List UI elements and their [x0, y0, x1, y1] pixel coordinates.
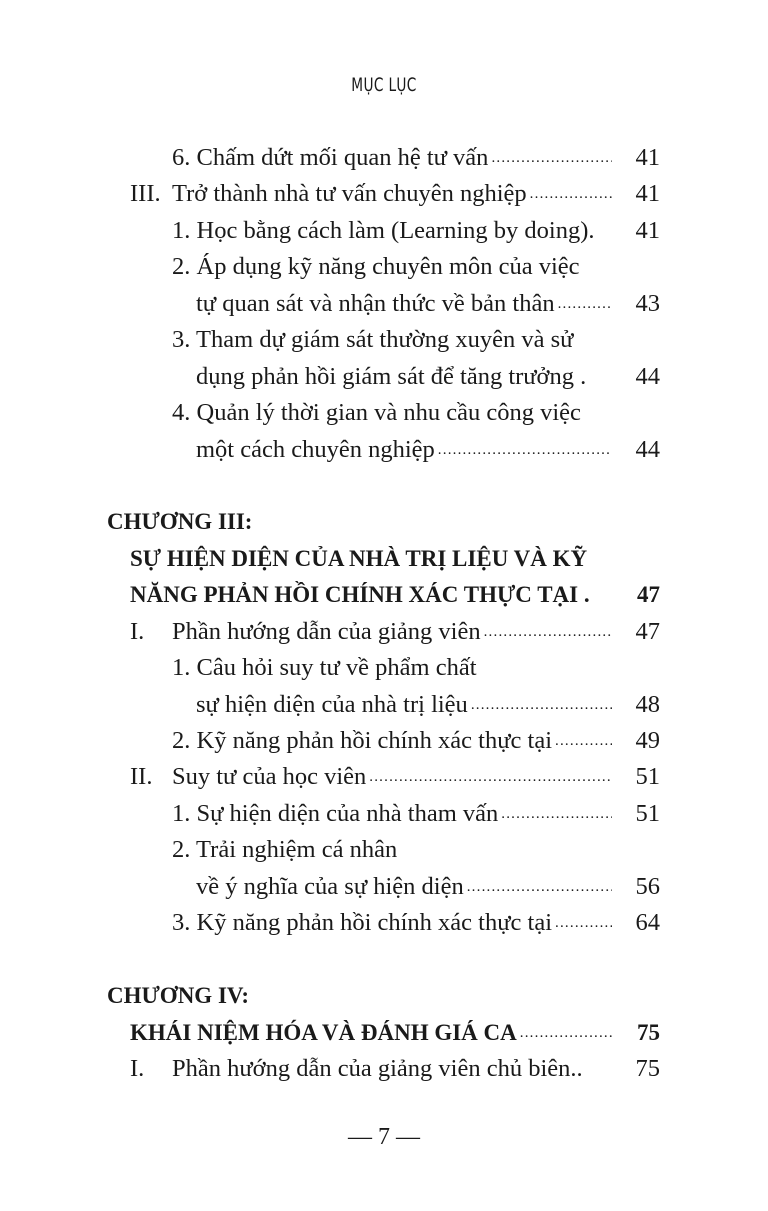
toc-entry-title: Suy tư của học viên — [172, 763, 367, 791]
toc-entry-page: 47 — [637, 582, 660, 608]
toc-entry — [0, 650, 768, 686]
table-of-contents — [0, 140, 768, 1087]
toc-entry — [0, 832, 768, 868]
toc-entry-page: 44 — [635, 362, 660, 390]
toc-entry-body — [172, 759, 612, 795]
dot-leader — [464, 869, 612, 905]
dot-leader — [481, 614, 612, 650]
toc-entry-title: 4. Quản lý thời gian và nhu cầu công việc — [172, 399, 581, 427]
toc-entry — [0, 759, 768, 795]
toc-entry-page: 47 — [635, 617, 660, 645]
toc-entry-title: sự hiện diện của nhà trị liệu — [196, 690, 468, 718]
toc-entry-title: Trở thành nhà tư vấn chuyên nghiệp — [172, 180, 527, 208]
toc-entry-page: 51 — [635, 763, 660, 791]
dot-leader — [468, 687, 612, 723]
dot-leader — [366, 759, 612, 795]
toc-entry — [0, 322, 768, 358]
toc-entry-title: 2. Trải nghiệm cá nhân — [172, 836, 398, 864]
dot-leader — [488, 140, 612, 176]
toc-entry-page: 48 — [635, 690, 660, 718]
toc-entry — [0, 1051, 768, 1087]
toc-entry — [0, 395, 768, 431]
toc-entry-title: về ý nghĩa của sự hiện diện — [196, 872, 464, 900]
toc-entry-title: Phần hướng dẫn của giảng viên — [172, 617, 481, 645]
dot-leader — [498, 796, 612, 832]
toc-entry-body — [196, 359, 612, 395]
toc-entry-body — [172, 650, 612, 686]
toc-entry-page: 41 — [635, 180, 660, 208]
toc-entry-numeral: II. — [130, 763, 153, 791]
toc-entry — [0, 213, 768, 249]
page-number: — 7 — — [348, 1124, 420, 1150]
toc-entry-title: 1. Câu hỏi suy tư về phẩm chất — [172, 654, 477, 682]
toc-entry — [0, 541, 768, 577]
toc-entry — [0, 432, 768, 468]
dot-leader — [555, 286, 612, 322]
toc-entry-body — [172, 322, 612, 358]
toc-entry-page: 51 — [635, 799, 660, 827]
toc-entry-body — [172, 176, 612, 212]
toc-entry-body — [172, 723, 612, 759]
toc-entry-page: 49 — [635, 727, 660, 754]
toc-entry-title: KHÁI NIỆM HÓA VÀ ĐÁNH GIÁ CA — [130, 1019, 517, 1045]
toc-entry-body — [172, 395, 612, 431]
toc-entry — [0, 614, 768, 650]
toc-entry — [0, 978, 768, 1014]
toc-entry-page: 41 — [635, 144, 660, 171]
dot-leader — [552, 723, 612, 759]
toc-entry-body — [172, 614, 612, 650]
toc-entry-body — [130, 1015, 612, 1051]
toc-entry-numeral: III. — [130, 180, 161, 208]
toc-entry-page: 56 — [635, 872, 660, 900]
toc-entry-title: NĂNG PHẢN HỒI CHÍNH XÁC THỰC TẠI . — [130, 582, 590, 608]
toc-entry-body — [107, 504, 612, 540]
toc-entry — [0, 796, 768, 832]
dot-leader — [552, 905, 612, 941]
toc-entry — [0, 359, 768, 395]
page-header-title: MỤC LỤC — [351, 74, 417, 96]
dot-leader — [435, 432, 612, 468]
toc-entry — [0, 140, 768, 176]
toc-entry-title: 3. Tham dự giám sát thường xuyên và sử — [172, 326, 574, 354]
toc-entry-title: dụng phản hồi giám sát để tăng trưởng . — [196, 362, 587, 390]
toc-entry-body — [196, 687, 612, 723]
toc-entry-page: 41 — [635, 216, 660, 244]
toc-entry — [0, 905, 768, 941]
toc-entry — [0, 504, 768, 540]
toc-entry-page: 75 — [637, 1019, 660, 1045]
dot-leader — [517, 1015, 612, 1051]
toc-entry-body — [196, 869, 612, 905]
toc-entry-numeral: I. — [130, 617, 145, 645]
toc-entry — [0, 723, 768, 759]
toc-entry-title: một cách chuyên nghiệp — [196, 435, 435, 463]
toc-entry-body — [107, 978, 612, 1014]
toc-entry-title: 1. Sự hiện diện của nhà tham vấn — [172, 799, 499, 827]
toc-entry-title: CHƯƠNG IV: — [107, 983, 250, 1009]
spacer — [0, 468, 768, 504]
toc-entry-title: SỰ HIỆN DIỆN CỦA NHÀ TRỊ LIỆU VÀ KỸ — [130, 545, 588, 571]
toc-entry-body — [172, 832, 612, 868]
toc-entry-title: tự quan sát và nhận thức về bản thân — [196, 289, 555, 317]
toc-entry-title: 2. Kỹ năng phản hồi chính xác thực tại — [172, 727, 553, 754]
spacer — [0, 942, 768, 978]
toc-entry-body — [130, 541, 612, 577]
dot-leader — [527, 176, 612, 212]
toc-entry — [0, 577, 768, 613]
toc-entry-body — [172, 213, 612, 249]
toc-entry-body — [130, 577, 612, 613]
toc-entry-body — [172, 249, 612, 285]
toc-entry-body — [172, 140, 612, 176]
toc-entry-body — [196, 432, 612, 468]
toc-entry-title: 6. Chấm dứt mối quan hệ tư vấn — [172, 144, 489, 171]
toc-entry — [0, 1015, 768, 1051]
toc-entry-page: 64 — [635, 909, 660, 937]
toc-entry-title: Phần hướng dẫn của giảng viên chủ biên.. — [172, 1054, 583, 1082]
toc-entry-page: 75 — [635, 1054, 660, 1082]
toc-entry — [0, 687, 768, 723]
toc-entry-numeral: I. — [130, 1054, 145, 1082]
toc-entry — [0, 176, 768, 212]
toc-entry-title: 1. Học bằng cách làm (Learning by doing). — [172, 216, 595, 244]
toc-entry-page: 44 — [635, 435, 660, 463]
toc-entry-page: 43 — [635, 289, 660, 317]
toc-entry-body — [196, 286, 612, 322]
toc-entry-body — [172, 905, 612, 941]
toc-entry-body — [172, 1051, 612, 1087]
toc-entry — [0, 249, 768, 285]
toc-entry-title: CHƯƠNG III: — [107, 509, 253, 535]
toc-entry-body — [172, 796, 612, 832]
toc-entry-title: 3. Kỹ năng phản hồi chính xác thực tại — [172, 909, 553, 937]
toc-entry-title: 2. Áp dụng kỹ năng chuyên môn của việc — [172, 253, 580, 281]
toc-entry — [0, 286, 768, 322]
toc-entry — [0, 869, 768, 905]
